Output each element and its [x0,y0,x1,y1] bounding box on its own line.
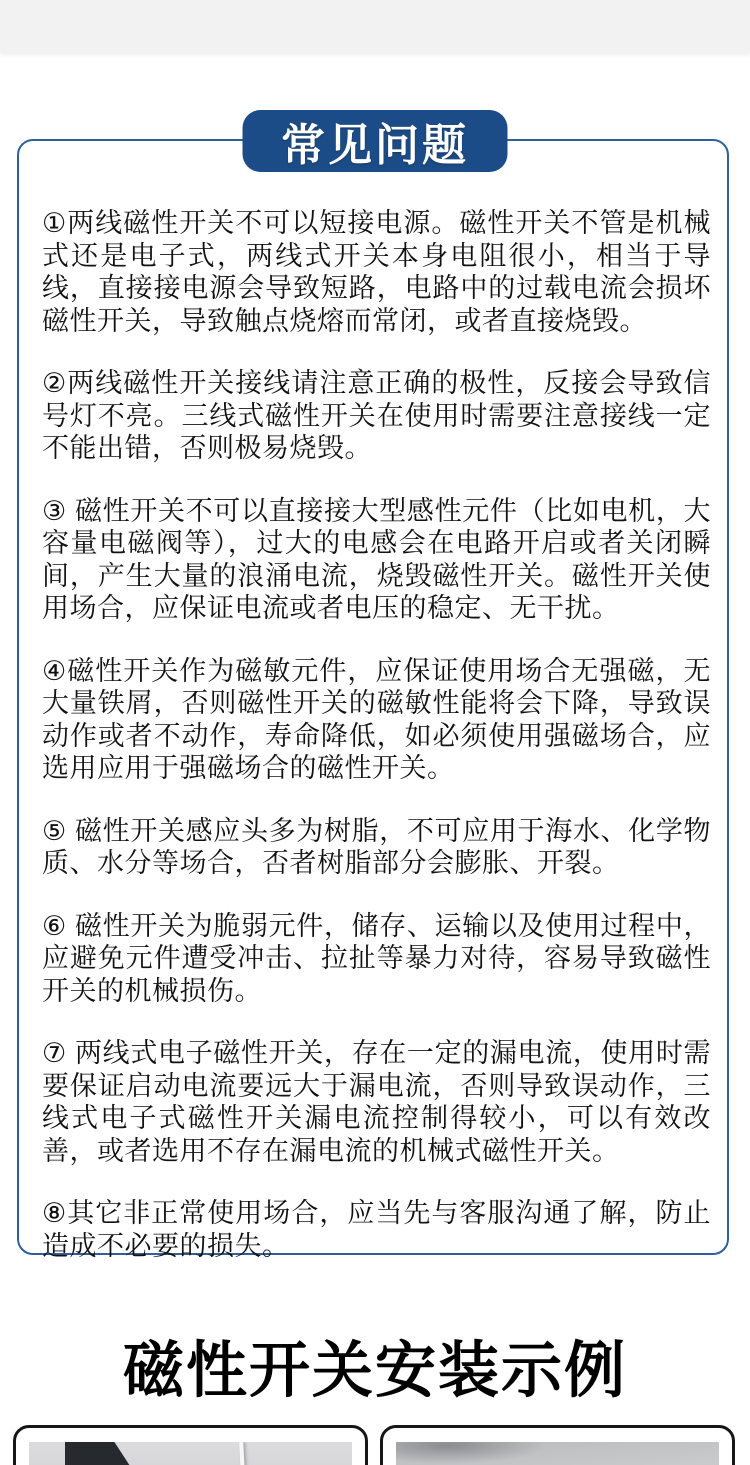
faq-item-5: ⑤ 磁性开关感应头多为树脂，不可应用于海水、化学物质、水分等场合，否者树脂部分会膨胀、开裂。 [42,815,711,878]
installation-photo-1 [29,1442,352,1465]
faq-item-7: ⑦ 两线式电子磁性开关，存在一定的漏电流，使用时需要保证启动电流要远大于漏电流，否则导致误动作，三线式电子式磁性开关漏电流控制得较小，可以有效改善，或者选用不存在漏电流的机械式磁性开关。 [42,1038,711,1166]
faq-item-3: ③ 磁性开关不可以直接接大型感性元件（比如电机，大容量电磁阀等），过大的电感会在电路开启或者关闭瞬间，产生大量的浪涌电流，烧毁磁性开关。磁性开关使用场合，应保证电流或者电压的稳定、无干扰。 [42,495,711,623]
faq-item-8: ⑧其它非正常使用场合，应当先与客服沟通了解，防止造成不必要的损失。 [42,1198,711,1261]
faq-item-1: ①两线磁性开关不可以短接电源。磁性开关不管是机械式还是电子式，两线式开关本身电阻很小，相当于导线，直接接电源会导致短路，电路中的过载电流会损坏磁性开关，导致触点烧熔而常闭，或者直接烧毁。 [42,208,711,336]
installation-photo-2 [396,1442,719,1465]
photo1-dark-shape [65,1442,160,1465]
faq-content [42,143,711,1292]
installation-photo-card-2 [380,1425,735,1465]
faq-item-6: ⑥ 磁性开关为脆弱元件，储存、运输以及使用过程中，应避免元件遭受冲击、拉扯等暴力对待，容易导致磁性开关的机械损伤。 [42,910,711,1006]
top-gray-band [0,0,750,53]
faq-badge [243,110,508,172]
faq-box [17,139,729,1261]
faq-item-2: ②两线磁性开关接线请注意正确的极性，反接会导致信号灯不亮。三线式磁性开关在使用时需要注意接线一定不能出错，否则极易烧毁。 [42,368,711,463]
install-section-title: 磁性开关安装示例 [122,1336,627,1404]
photo1-highlight-line [239,1442,247,1465]
faq-item-4: ④磁性开关作为磁敏元件，应保证使用场合无强磁，无大量铁屑，否则磁性开关的磁敏性能将会下降，导致误动作或者不动作，寿命降低，如必须使用强磁场合，应选用应用于强磁场合的磁性开关。 [42,655,711,783]
faq-badge-label: 常见问题 [281,121,469,170]
installation-photo-card-1 [13,1425,368,1465]
